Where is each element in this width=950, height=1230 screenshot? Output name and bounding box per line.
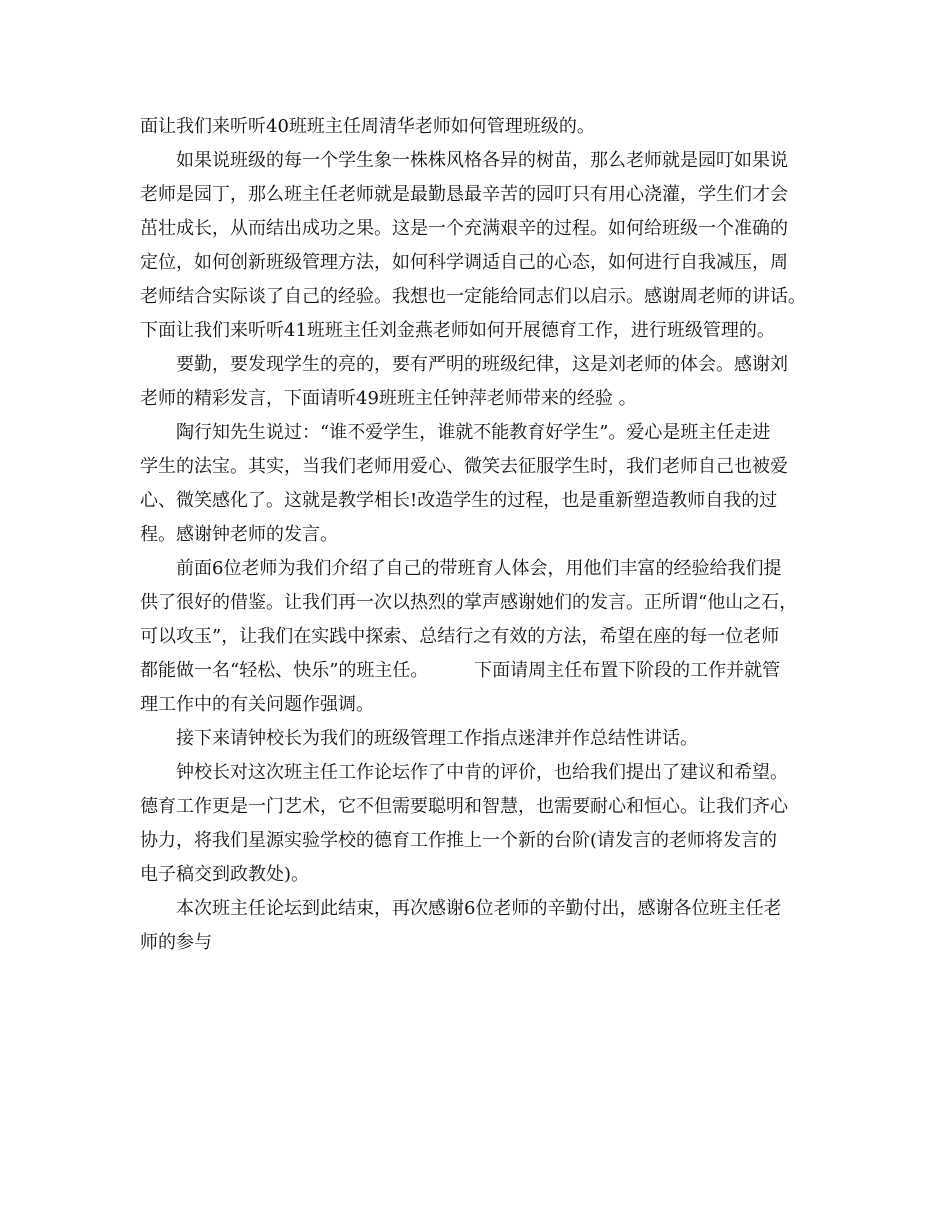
text-line: 如果说班级的每一个学生象一株株风格各异的树苗，那么老师就是园叮如果说 bbox=[176, 150, 788, 171]
text-line: 钟校长对这次班主任工作论坛作了中肯的评价，也给我们提出了建议和希望。 bbox=[176, 762, 788, 783]
document-body bbox=[140, 110, 830, 960]
text-line: 可以攻玉”，让我们在实践中探索、总结行之有效的方法，希望在座的每一位老师 bbox=[140, 626, 780, 647]
text-line: 都能做一名“轻松、快乐”的班主任。 下面请周主任布置下阶段的工作并就管 bbox=[140, 660, 781, 681]
text-line: 老师的精彩发言，下面请听49班班主任钟萍老师带来的经验 。 bbox=[140, 388, 637, 409]
text-line: 供了很好的借鉴。让我们再一次以热烈的掌声感谢她们的发言。正所谓“他山之石， bbox=[140, 592, 798, 613]
text-line: 老师是园丁，那么班主任老师就是最勤恳最辛苦的园叮只有用心浇灌，学生们才会 bbox=[140, 184, 788, 205]
text-line: 学生的法宝。其实，当我们老师用爱心、微笑去征服学生时，我们老师自己也被爱 bbox=[140, 456, 788, 477]
text-line: 面让我们来听听40班班主任周清华老师如何管理班级的。 bbox=[140, 116, 595, 137]
text-line: 德育工作更是一门艺术，它不但需要聪明和智慧，也需要耐心和恒心。让我们齐心 bbox=[140, 796, 788, 817]
text-line: 前面6位老师为我们介绍了自己的带班育人体会，用他们丰富的经验给我们提 bbox=[176, 558, 782, 579]
text-line: 定位，如何创新班级管理方法，如何科学调适自己的心态，如何进行自我减压，周 bbox=[140, 252, 788, 273]
text-line: 师的参与 bbox=[140, 932, 212, 953]
text-line: 老师结合实际谈了自己的经验。我想也一定能给同志们以启示。感谢周老师的讲话。 bbox=[140, 286, 806, 307]
text-line: 本次班主任论坛到此结束，再次感谢6位老师的辛勤付出，感谢各位班主任老 bbox=[176, 898, 782, 919]
text-line: 理工作中的有关问题作强调。 bbox=[140, 694, 374, 715]
text-line: 陶行知先生说过：“谁不爱学生，谁就不能教育好学生”。爱心是班主任走进 bbox=[176, 422, 771, 443]
text-line: 要勤，要发现学生的亮的，要有严明的班级纪律，这是刘老师的体会。感谢刘 bbox=[176, 354, 788, 375]
text-line: 程。感谢钟老师的发言。 bbox=[140, 524, 338, 545]
text-line: 电子稿交到政教处)。 bbox=[140, 864, 310, 885]
text-line: 接下来请钟校长为我们的班级管理工作指点迷津并作总结性讲话。 bbox=[176, 728, 698, 749]
text-line: 下面让我们来听听41班班主任刘金燕老师如何开展德育工作，进行班级管理的。 bbox=[140, 320, 775, 341]
text-line: 心、微笑感化了。这就是教学相长!改造学生的过程，也是重新塑造教师自我的过 bbox=[140, 490, 778, 511]
text-line: 茁壮成长，从而结出成功之果。这是一个充满艰辛的过程。如何给班级一个准确的 bbox=[140, 218, 788, 239]
text-line: 协力，将我们星源实验学校的德育工作推上一个新的台阶(请发言的老师将发言的 bbox=[140, 830, 778, 851]
